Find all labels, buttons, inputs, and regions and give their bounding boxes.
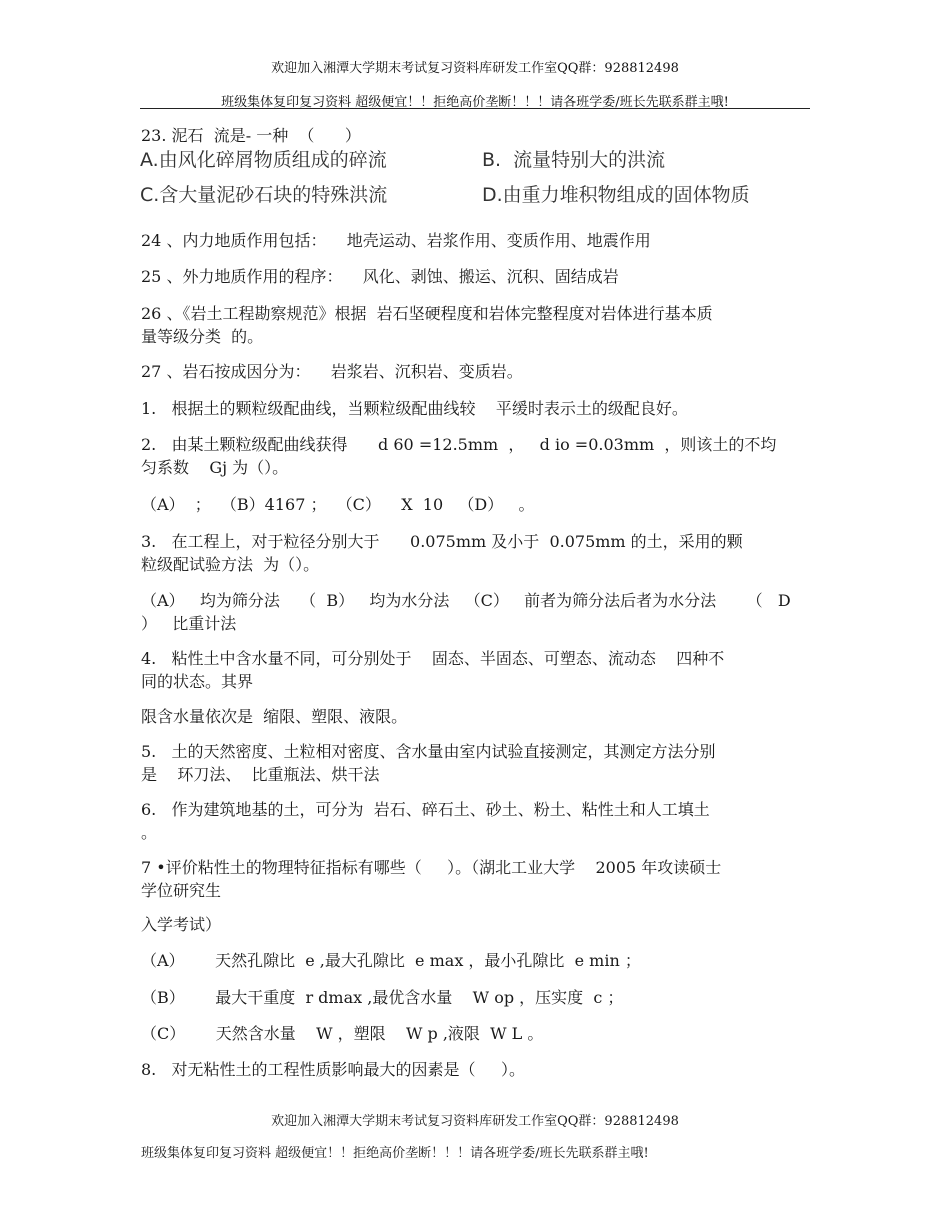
question-2-line1: 2. 由某土颗粒级配曲线获得 d 60 =12.5mm ， d io =0.03mm ，则该土的不均	[141, 435, 777, 454]
footer-group-info: 欢迎加入湘潭大学期末考试复习资料库研发工作室QQ群：928812498	[271, 1114, 679, 1129]
header-print-notice: 班级集体复印复习资料 超级便宜！！拒绝高价垄断！！！请各班学委/班长先联系群主哦!	[221, 95, 729, 110]
question-23-option-c: C.含大量泥砂石块的特殊洪流	[140, 184, 388, 206]
item-25: 25 、外力地质作用的程序： 风化、剥蚀、搬运、沉积、固结成岩	[141, 267, 619, 286]
header-divider	[140, 108, 810, 109]
question-6-line2: 。	[141, 823, 158, 842]
question-3-options-line1: （A） 均为筛分法 （ B） 均为水分法 （C） 前者为筛分法后者为水分法 （ D	[141, 591, 791, 610]
question-5-line2: 是 环刀法、 比重瓶法、烘干法	[141, 765, 380, 784]
question-7-option-a: （A） 天然孔隙比 e ,最大孔隙比 e max ，最小孔隙比 e min ；	[141, 951, 641, 970]
question-7-line1: 7 •评价粘性土的物理特征指标有哪些（ ）。（湖北工业大学 2005 年攻读硕士	[141, 858, 722, 877]
question-23-stem: 23. 泥石 流是- 一种 （ ）	[141, 126, 361, 145]
question-4-line3: 限含水量依次是 缩限、塑限、液限。	[141, 707, 408, 726]
question-1: 1. 根据土的颗粒级配曲线，当颗粒级配曲线较 平缓时表示土的级配良好。	[141, 399, 688, 418]
item-27: 27 、岩石按成因分为： 岩浆岩、沉积岩、变质岩。	[141, 362, 523, 381]
question-7-option-c: （C） 天然含水量 W ，塑限 W p ,液限 W L 。	[141, 1024, 544, 1043]
question-23-option-a: A.由风化碎屑物质组成的碎流	[140, 149, 387, 171]
item-24: 24 、内力地质作用包括： 地壳运动、岩浆作用、变质作用、地震作用	[141, 231, 651, 250]
question-6-line1: 6. 作为建筑地基的土，可分为 岩石、碎石土、砂土、粉土、粘性土和人工填土	[141, 800, 710, 819]
question-5-line1: 5. 土的天然密度、土粒相对密度、含水量由室内试验直接测定，其测定方法分别	[141, 742, 716, 761]
question-7-line3: 入学考试）	[141, 915, 222, 934]
question-2-line2: 匀系数 Gj 为（）。	[141, 458, 289, 477]
question-7-line2: 学位研究生	[141, 881, 222, 900]
question-23-option-d: D.由重力堆积物组成的固体物质	[482, 184, 750, 206]
question-23-option-b: B. 流量特别大的洪流	[482, 149, 666, 171]
item-26-line1: 26 、《岩土工程勘察规范》根据 岩石坚硬程度和岩体完整程度对岩体进行基本质	[141, 304, 713, 323]
header-group-info: 欢迎加入湘潭大学期末考试复习资料库研发工作室QQ群：928812498	[271, 61, 679, 76]
item-26-line2: 量等级分类 的。	[141, 327, 264, 346]
question-7-option-b: （B） 最大干重度 r dmax ,最优含水量 W op ，压实度 c ；	[141, 988, 624, 1007]
question-3-line2: 粒级配试验方法 为（）。	[141, 555, 320, 574]
question-3-line1: 3. 在工程上，对于粒径分别大于 0.075mm 及小于 0.075mm 的土，采用的颗	[141, 532, 743, 551]
question-4-line1: 4. 粘性土中含水量不同，可分别处于 固态、半固态、可塑态、流动态 四种不	[141, 649, 725, 668]
footer-print-notice: 班级集体复印复习资料 超级便宜！！拒绝高价垄断！！！请各班学委/班长先联系群主哦!	[141, 1146, 649, 1161]
question-4-line2: 同的状态。其界	[141, 672, 254, 691]
question-2-options: （A） ； （B）4167 ； （C） X 10 （D） 。	[141, 495, 535, 514]
question-3-options-line2: ） 比重计法	[141, 614, 237, 633]
question-8: 8. 对无粘性土的工程性质影响最大的因素是（ ）。	[141, 1060, 525, 1079]
